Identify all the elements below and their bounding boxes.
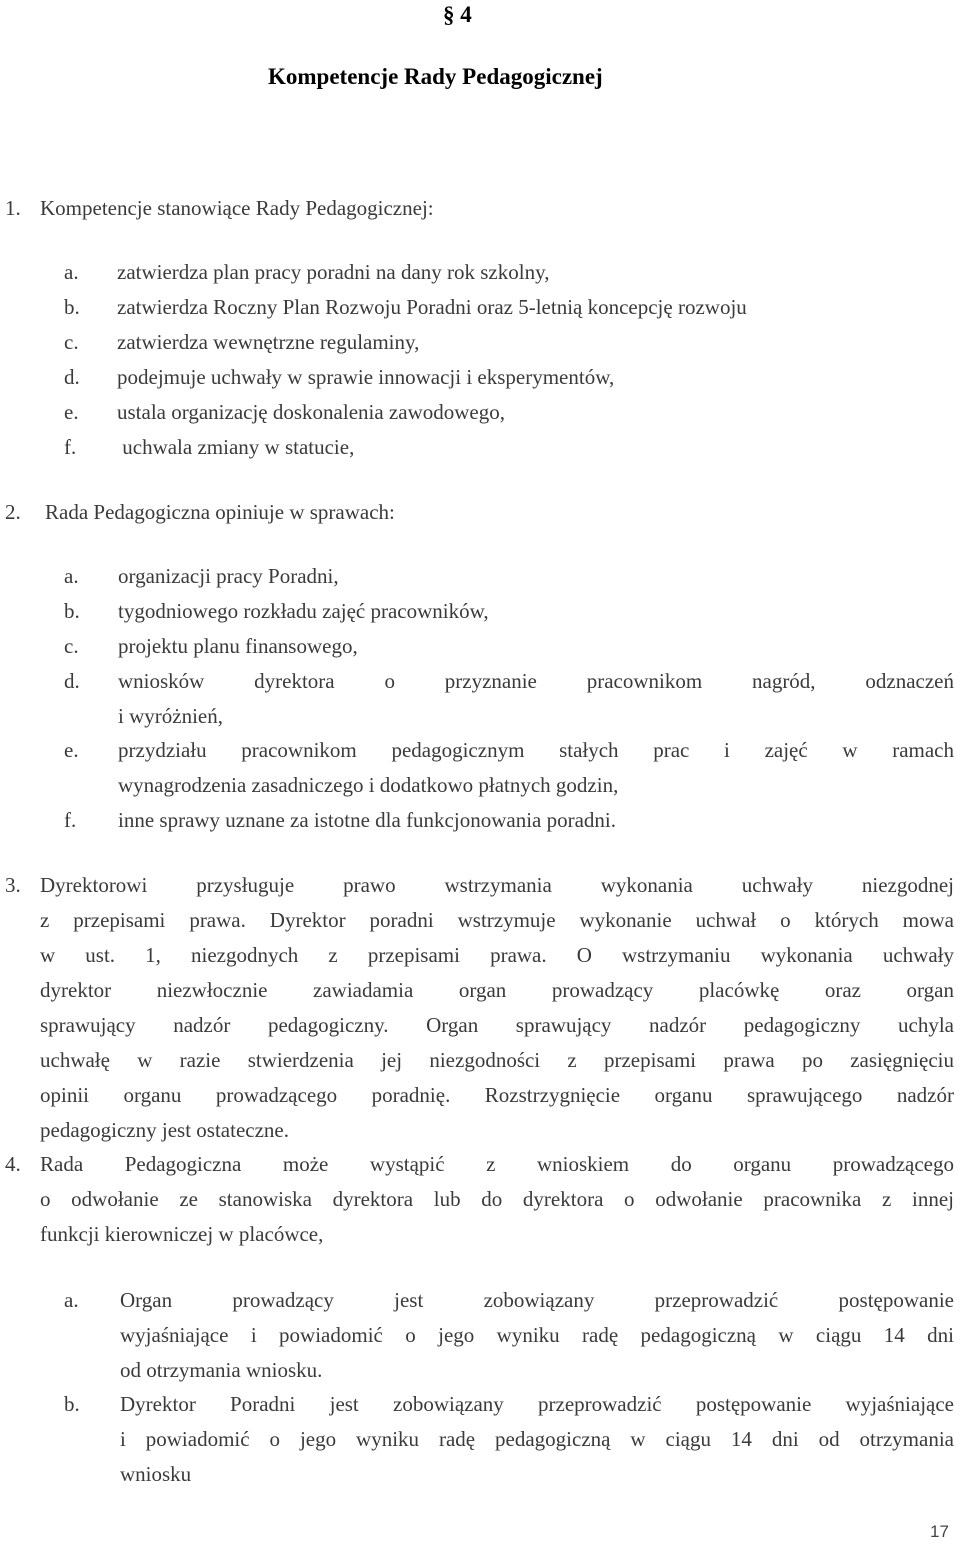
item-2-sub-text-cont: wynagrodzenia zasadniczego i dodatkowo płatnych godzin,: [118, 773, 619, 797]
item-1-sub-letter: c.: [64, 330, 79, 354]
item-1-sub-letter: f.: [64, 435, 77, 459]
item-1-heading: Kompetencje stanowiące Rady Pedagogicznej:: [40, 196, 434, 220]
item-3-line: sprawujący nadzór pedagogiczny. Organ sprawujący nadzór pedagogiczny uchyla: [40, 1013, 954, 1037]
item-2-sub-text: przydziału pracownikom pedagogicznym stałych prac i zajęć w ramach: [118, 738, 954, 762]
item-4-sub-line: wyjaśniające i powiadomić o jego wyniku radę pedagogiczną w ciągu 14 dni: [120, 1323, 954, 1347]
item-1-sub-text: ustala organizację doskonalenia zawodowego,: [117, 400, 505, 424]
item-2-sub-text: wniosków dyrektora o przyznanie pracownikom nagród, odznaczeń: [118, 669, 954, 693]
item-1-sub-letter: b.: [64, 295, 80, 319]
item-2-sub-letter: d.: [64, 669, 80, 693]
item-3-line: pedagogiczny jest ostateczne.: [40, 1118, 289, 1142]
item-4-sub-line: Organ prowadzący jest zobowiązany przeprowadzić postępowanie: [120, 1288, 954, 1312]
item-2-sub-letter: e.: [64, 738, 79, 762]
item-3-line: opinii organu prowadzącego poradnię. Rozstrzygnięcie organu sprawującego nadzór: [40, 1083, 954, 1107]
item-2-sub-text: inne sprawy uznane za istotne dla funkcjonowania poradni.: [118, 808, 617, 832]
item-1-sub-letter: a.: [64, 260, 79, 284]
item-4-number: 4.: [5, 1152, 21, 1176]
item-3-line: z przepisami prawa. Dyrektor poradni wstrzymuje wykonanie uchwał o których mowa: [40, 908, 954, 932]
item-2-sub-letter: a.: [64, 564, 79, 588]
item-4-sub-letter: b.: [64, 1392, 80, 1416]
item-2-sub-letter: c.: [64, 634, 79, 658]
item-1-sub-text: zatwierdza plan pracy poradni na dany rok szkolny,: [117, 260, 550, 284]
item-4-sub-line: od otrzymania wniosku.: [120, 1358, 323, 1382]
item-4-line: Rada Pedagogiczna może wystąpić z wnioskiem do organu prowadzącego: [40, 1152, 954, 1176]
item-1-sub-text: zatwierdza wewnętrzne regulaminy,: [117, 330, 420, 354]
item-3-line: w ust. 1, niezgodnych z przepisami prawa. O wstrzymaniu wykonania uchwały: [40, 943, 954, 967]
item-2-sub-text: organizacji pracy Poradni,: [118, 564, 339, 588]
item-4-sub-line: wniosku: [120, 1462, 192, 1486]
item-4-sub-letter: a.: [64, 1288, 79, 1312]
item-1-sub-letter: d.: [64, 365, 80, 389]
item-4-line: o odwołanie ze stanowiska dyrektora lub do dyrektora o odwołanie pracownika z innej: [40, 1187, 954, 1211]
item-1-sub-text: uchwala zmiany w statucie,: [117, 435, 355, 459]
section-number: § 4: [443, 2, 472, 27]
item-2-sub-text: projektu planu finansowego,: [118, 634, 358, 658]
item-2-sub-letter: f.: [64, 808, 77, 832]
item-3-line: dyrektor niezwłocznie zawiadamia organ prowadzący placówkę oraz organ: [40, 978, 954, 1002]
item-2-heading: Rada Pedagogiczna opiniuje w sprawach:: [45, 500, 395, 524]
item-4-line: funkcji kierowniczej w placówce,: [40, 1222, 324, 1246]
item-1-number: 1.: [5, 196, 21, 220]
item-1-sub-text: zatwierdza Roczny Plan Rozwoju Poradni oraz 5-letnią koncepcję rozwoju: [117, 295, 747, 319]
item-4-sub-line: Dyrektor Poradni jest zobowiązany przeprowadzić postępowanie wyjaśniające: [120, 1392, 954, 1416]
item-3-line: Dyrektorowi przysługuje prawo wstrzymania wykonania uchwały niezgodnej: [40, 873, 954, 897]
item-4-sub-line: i powiadomić o jego wyniku radę pedagogiczną w ciągu 14 dni od otrzymania: [120, 1427, 954, 1451]
item-1-sub-letter: e.: [64, 400, 79, 424]
item-2-sub-text: tygodniowego rozkładu zajęć pracowników,: [118, 599, 489, 623]
section-title: Kompetencje Rady Pedagogicznej: [268, 64, 603, 89]
item-2-sub-letter: b.: [64, 599, 80, 623]
item-2-sub-text-cont: i wyróżnień,: [118, 704, 223, 728]
item-3-number: 3.: [5, 873, 21, 897]
page-number: 17: [930, 1522, 949, 1541]
item-3-line: uchwałę w razie stwierdzenia jej niezgodności z przepisami prawa po zasięgnięciu: [40, 1048, 954, 1072]
item-1-sub-text: podejmuje uchwały w sprawie innowacji i eksperymentów,: [117, 365, 615, 389]
item-2-number: 2.: [5, 500, 21, 524]
